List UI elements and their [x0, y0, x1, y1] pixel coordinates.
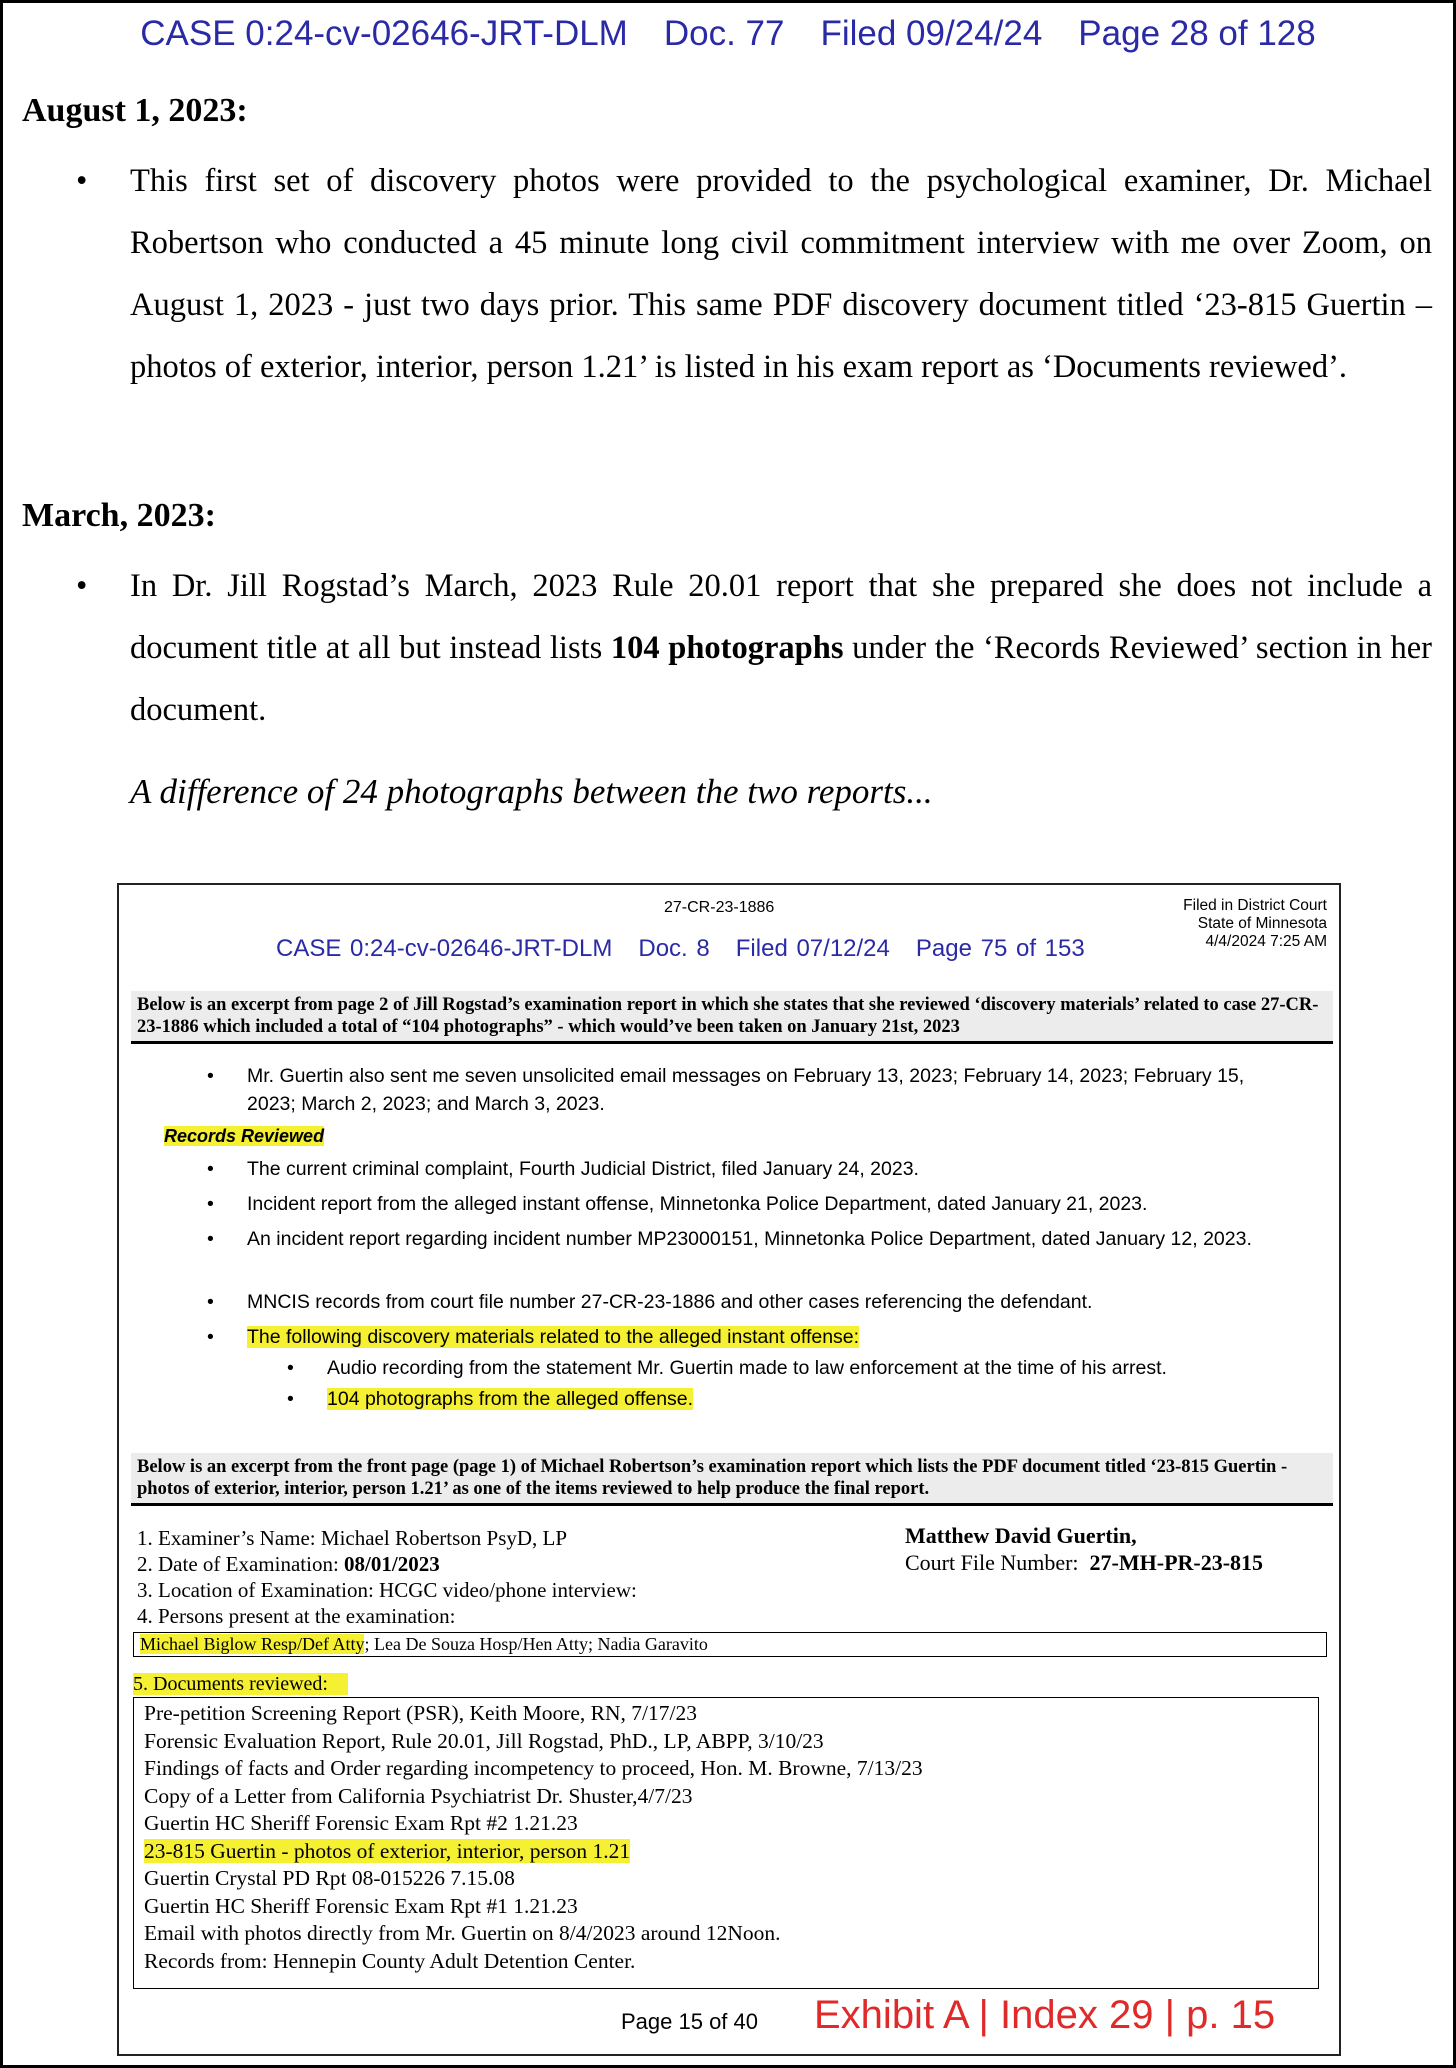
bullet-march [130, 555, 1432, 741]
section-heading-august: August 1, 2023: [22, 92, 248, 129]
bullet-march-text: In Dr. Jill Rogstad’s March, 2023 Rule 20.01 report that she prepared she does not include a document title at all but instead lists [130, 568, 1432, 666]
case-header [0, 14, 1456, 54]
document-item: Records from: Hennepin County Adult Detention Center. [144, 1948, 636, 1973]
exhibit-label: Exhibit A | Index 29 | p. 15 [814, 1993, 1276, 2037]
filed-stamp [1183, 897, 1327, 951]
exam-date [137, 1552, 440, 1577]
document-item: Pre-petition Screening Report (PSR), Keith Moore, RN, 7/17/23 [144, 1701, 697, 1725]
document-item: Guertin HC Sheriff Forensic Exam Rpt #2 1.21.23 [144, 1811, 578, 1835]
documents-reviewed-heading [133, 1672, 348, 1696]
sub-record-highlight: 104 photographs from the alleged offense. [327, 1388, 694, 1410]
document-item-highlighted [144, 1838, 1318, 1866]
persons-present-label: 4. Persons present at the examination: [137, 1604, 456, 1628]
banner-rogstad [131, 991, 1333, 1044]
exam-date-value: 08/01/2023 [344, 1552, 440, 1576]
record-item [247, 1323, 859, 1351]
italic-note: A difference of 24 photographs between the two reports... [130, 772, 933, 811]
respondent-name: Matthew David Guertin, [905, 1523, 1137, 1548]
documents-box [133, 1697, 1319, 1989]
persons-highlight: Michael Biglow Resp/Def Atty [140, 1634, 365, 1654]
bullet-march-text-end: under the ‘Records Reviewed’ section in her document. [130, 630, 1432, 728]
document-item: Guertin Crystal PD Rpt 08-015226 7.15.08 [144, 1866, 515, 1890]
records-reviewed-heading [164, 1122, 324, 1150]
court-file-number: 27-CR-23-1886 [664, 899, 775, 916]
sub-record-item: • Audio recording from the statement Mr. Guertin made to law enforcement at the time of his arrest. [327, 1354, 1167, 1382]
document-item: Guertin HC Sheriff Forensic Exam Rpt #1 1.21.23 [144, 1893, 578, 1918]
doc-number: Doc. 77 [663, 14, 785, 53]
case-number: CASE 0:24-cv-02646-JRT-DLM [140, 14, 628, 53]
inner-case-number: CASE 0:24-cv-02646-JRT-DLM [276, 935, 613, 962]
filed-stamp-line: Filed in District Court [1183, 897, 1327, 914]
section-heading-march: March, 2023: [22, 497, 216, 534]
filed-stamp-line: 4/4/2024 7:25 AM [1205, 933, 1327, 950]
bullet-august: • This first set of discovery photos were provided to the psychological examiner, Dr. Michael Robertson who conducted a 45 minute long civil commitment interview with me over Zoom, on August 1, 2023 - just two days prior. This same PDF discovery document titled ‘23-815 Guertin – photos of exterior, interior, person 1.21’ is listed in his exam report as ‘Documents reviewed’. [130, 150, 1432, 398]
email-line: • Mr. Guertin also sent me seven unsolicited email messages on February 13, 2023; February 14, 2023; February 15, 2023; March 2, 2023; and March 3, 2023. [247, 1062, 1297, 1118]
inner-page-footer: Page 15 of 40 [621, 2009, 759, 2034]
court-file-line [905, 1550, 1263, 1576]
persons-box [133, 1632, 1327, 1657]
inner-page-number: Page 75 of 153 [915, 935, 1085, 962]
document-item: Findings of facts and Order regarding incompetency to proceed, Hon. M. Browne, 7/13/23 [144, 1756, 923, 1780]
exam-location: 3. Location of Examination: HCGC video/phone interview: [137, 1578, 637, 1602]
sub-record-item [327, 1385, 693, 1413]
court-file-label: Court File Number: [905, 1550, 1079, 1575]
document-item: Forensic Evaluation Report, Rule 20.01, Jill Rogstad, PhD., LP, ABPP, 3/10/23 [144, 1728, 824, 1753]
document-item-highlight: 23-815 Guertin - photos of exterior, interior, person 1.21 [144, 1838, 631, 1863]
record-item: • The current criminal complaint, Fourth Judicial District, filed January 24, 2023. [247, 1155, 919, 1183]
inner-doc-number: Doc. 8 [638, 935, 710, 962]
records-reviewed-heading-text: Records Reviewed [164, 1126, 325, 1146]
filed-stamp-line: State of Minnesota [1197, 915, 1327, 932]
record-item: • Incident report from the alleged instant offense, Minnetonka Police Department, dated January 21, 2023. [247, 1190, 1147, 1218]
document-item: Email with photos directly from Mr. Guertin on 8/4/2023 around 12Noon. [144, 1921, 781, 1945]
record-item-highlight: The following discovery materials related to the alleged instant offense: [247, 1326, 860, 1348]
record-item: • MNCIS records from court file number 27-CR-23-1886 and other cases referencing the defendant. [247, 1288, 1092, 1316]
bullet-march-bold: 104 photographs [610, 630, 844, 666]
documents-reviewed-heading-text: 5. Documents reviewed: [133, 1673, 348, 1695]
examiner-name: 1. Examiner’s Name: Michael Robertson PsyD, LP [137, 1526, 568, 1550]
persons-rest: ; Lea De Souza Hosp/Hen Atty; Nadia Garavito [364, 1634, 708, 1654]
banner-rogstad-text: Below is an excerpt from page 2 of Jill Rogstad’s examination report in which she states that she reviewed ‘discovery materials’ related to case 27-CR-23-1886 which included a total of “104 photographs” - which would’ve been taken on January 21st, 2023 [137, 995, 1319, 1037]
document-item: Copy of a Letter from California Psychiatrist Dr. Shuster,4/7/23 [144, 1783, 693, 1808]
record-item: • An incident report regarding incident number MP23000151, Minnetonka Police Department, dated January 12, 2023. [247, 1225, 1297, 1253]
banner-robertson [131, 1453, 1333, 1506]
court-file-value: 27-MH-PR-23-815 [1089, 1550, 1264, 1575]
inner-filed-date: Filed 07/12/24 [735, 935, 890, 962]
exhibit-image [117, 883, 1341, 2056]
exam-date-label: 2. Date of Examination: [137, 1552, 345, 1576]
page-number: Page 28 of 128 [1078, 14, 1316, 53]
banner-robertson-text: Below is an excerpt from the front page (page 1) of Michael Robertson’s examination report which lists the PDF document titled ‘23-815 Guertin - photos of exterior, interior, person 1.21’ as one of the items reviewed to help produce the final report. [137, 1457, 1288, 1499]
inner-case-header [276, 935, 1085, 963]
filed-date: Filed 09/24/24 [820, 14, 1043, 53]
